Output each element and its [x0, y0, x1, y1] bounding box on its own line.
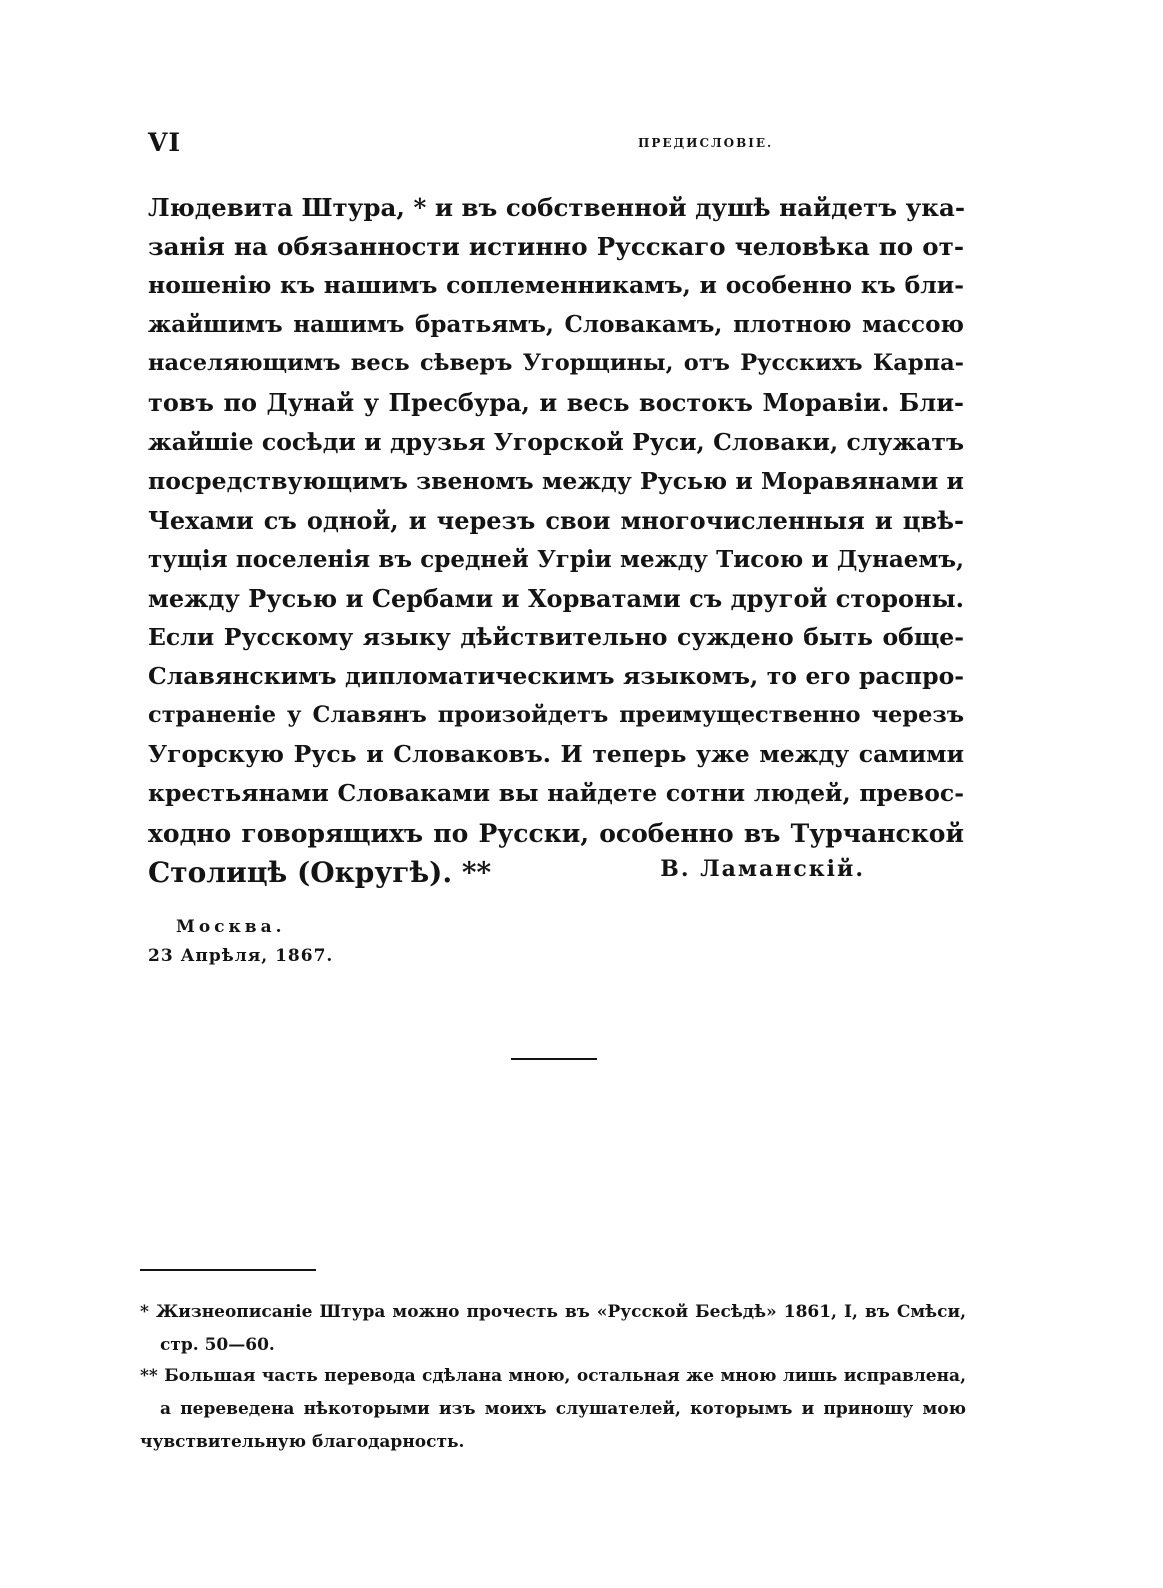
- text-line: жайшіе сосѣди и друзья Угорской Руси, Словаки, служатъ: [148, 427, 964, 456]
- text-line: Людевита Штура, * и въ собственной душѣ найдетъ ука-: [148, 193, 966, 222]
- footnote-line: чувствительную благодарность.: [140, 1432, 465, 1452]
- text-line: между Русью и Сербами и Хорватами съ другой стороны.: [148, 583, 964, 613]
- page-number: VI: [148, 128, 182, 157]
- page-header: [148, 128, 964, 162]
- footnote-rule: [140, 1269, 316, 1271]
- place-line: Москва.: [176, 917, 286, 937]
- text-line: ношенію къ нашимъ соплеменникамъ, и особенно къ бли-: [148, 271, 964, 300]
- section-divider: [511, 1058, 597, 1060]
- text-line: Столицѣ (Округѣ). **: [148, 855, 492, 889]
- text-line: посредствующимъ звеномъ между Русью и Моравянами и: [148, 466, 964, 495]
- footnote-line: а переведена нѣкоторыми изъ моихъ слушателей, которымъ и приношу мою: [160, 1399, 966, 1419]
- text-line: жайшимъ нашимъ братьямъ, Словакамъ, плотною массою: [148, 311, 964, 339]
- text-line: крестьянами Словаками вы найдете сотни людей, превос-: [148, 779, 964, 808]
- footnote-2: [140, 1360, 966, 1459]
- running-title: ПРЕДИСЛОВІЕ.: [638, 136, 774, 150]
- date-line: 23 Апрѣля, 1867.: [148, 946, 334, 966]
- text-line: Угорскую Русь и Словаковъ. И теперь уже между самими: [148, 740, 964, 769]
- author-signature: В. Ламанскій.: [660, 856, 865, 882]
- text-line: Чехами съ одной, и черезъ свои многочисленныя и цвѣ-: [148, 505, 964, 535]
- text-line: ходно говорящихъ по Русски, особенно въ Турчанской: [148, 818, 964, 848]
- footnote-line: * Жизнеописаніе Штура можно прочесть въ «Русской Бесѣдѣ» 1861, I, въ Смѣси,: [140, 1302, 966, 1322]
- text-line: занія на обязанности истинно Русскаго человѣка по от-: [148, 232, 964, 262]
- text-line: Если Русскому языку дѣйствительно суждено быть обще-: [148, 623, 964, 652]
- text-line: товъ по Дунай у Пресбура, и весь востокъ Моравіи. Бли-: [148, 388, 964, 418]
- footnote-line: стр. 50—60.: [160, 1335, 275, 1355]
- text-line: населяющимъ весь сѣверъ Угорщины, отъ Русскихъ Карпа-: [148, 350, 964, 377]
- footnote-line: ** Большая часть перевода сдѣлана мною, остальная же мною лишь исправлена,: [140, 1366, 966, 1386]
- footnote-1: [140, 1296, 966, 1362]
- body-paragraph: [148, 188, 964, 892]
- text-line: страненіе у Славянъ произойдетъ преимущественно черезъ: [148, 702, 964, 729]
- text-line: Славянскимъ дипломатическимъ языкомъ, то его распро-: [148, 662, 964, 691]
- text-line: тущія поселенія въ средней Угріи между Тисою и Дунаемъ,: [148, 545, 964, 573]
